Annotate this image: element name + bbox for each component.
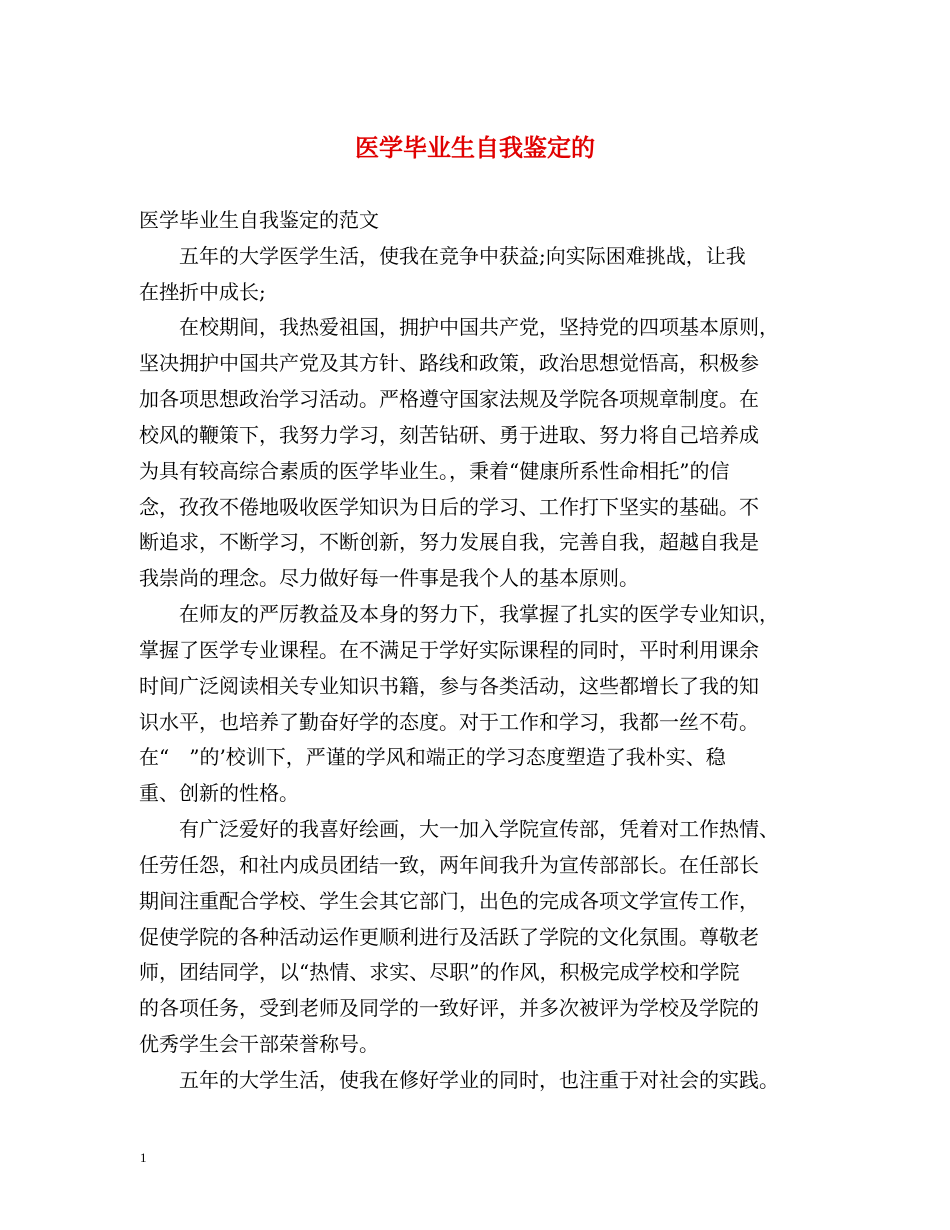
text-line: 师，团结同学，以“热情、求实、尽职”的作风，积极完成学校和学院 [139, 960, 740, 984]
text-line: 我崇尚的理念。尽力做好每一件事是我个人的基本原则。 [139, 566, 639, 590]
text-line: 念，孜孜不倦地吸收医学知识为日后的学习、工作打下坚实的基础。不 [139, 495, 759, 519]
text-line: 促使学院的各种活动运作更顺利进行及活跃了学院的文化氛围。尊敬老 [139, 925, 759, 949]
text-line: 在“ ”的’校训下，严谨的学风和端正的学习态度塑造了我朴实、稳 [139, 745, 726, 769]
text-line: 时间广泛阅读相关专业知识书籍，参与各类活动，这些都增长了我的知 [139, 674, 759, 698]
text-line: 有广泛爱好的我喜好绘画，大一加入学院宣传部，凭着对工作热情、 [139, 817, 779, 841]
text-line: 任劳任怨，和社内成员团结一致，两年间我升为宣传部部长。在任部长 [139, 853, 759, 877]
text-line: 重、创新的性格。 [139, 781, 299, 805]
text-line: 在挫折中成长; [139, 280, 266, 304]
text-line: 校风的鞭策下，我努力学习，刻苦钻研、勇于进取、努力将自己培养成 [139, 423, 759, 447]
text-line: 在师友的严厉教益及本身的努力下，我掌握了扎实的医学专业知识， [139, 602, 779, 626]
text-line: 断追求，不断学习，不断创新，努力发展自我，完善自我，超越自我是 [139, 530, 759, 554]
text-line: 期间注重配合学校、学生会其它部门，出色的完成各项文学宣传工作， [139, 889, 759, 913]
text-line: 医学毕业生自我鉴定的范文 [139, 208, 379, 232]
document-title: 医学毕业生自我鉴定的 [355, 133, 595, 162]
text-line: 的各项任务，受到老师及同学的一致好评，并多次被评为学校及学院的 [139, 996, 759, 1020]
text-line: 坚决拥护中国共产党及其方针、路线和政策，政治思想觉悟高，积极参 [139, 351, 759, 375]
text-line: 加各项思想政治学习活动。严格遵守国家法规及学院各项规章制度。在 [139, 387, 759, 411]
text-line: 识水平，也培养了勤奋好学的态度。对于工作和学习，我都一丝不苟。 [139, 710, 759, 734]
text-line: 五年的大学医学生活，使我在竞争中获益;向实际困难挑战，让我 [139, 244, 746, 268]
text-line: 五年的大学生活，使我在修好学业的同时，也注重于对社会的实践。 [139, 1068, 779, 1092]
text-line: 在校期间，我热爱祖国，拥护中国共产党，坚持党的四项基本原则， [139, 315, 779, 339]
page-number: 1 [140, 1150, 147, 1165]
text-line: 掌握了医学专业课程。在不满足于学好实际课程的同时，平时利用课余 [139, 638, 759, 662]
text-line: 为具有较高综合素质的医学毕业生。，秉着“健康所系性命相托”的信 [139, 459, 730, 483]
text-line: 优秀学生会干部荣誉称号。 [139, 1032, 379, 1056]
